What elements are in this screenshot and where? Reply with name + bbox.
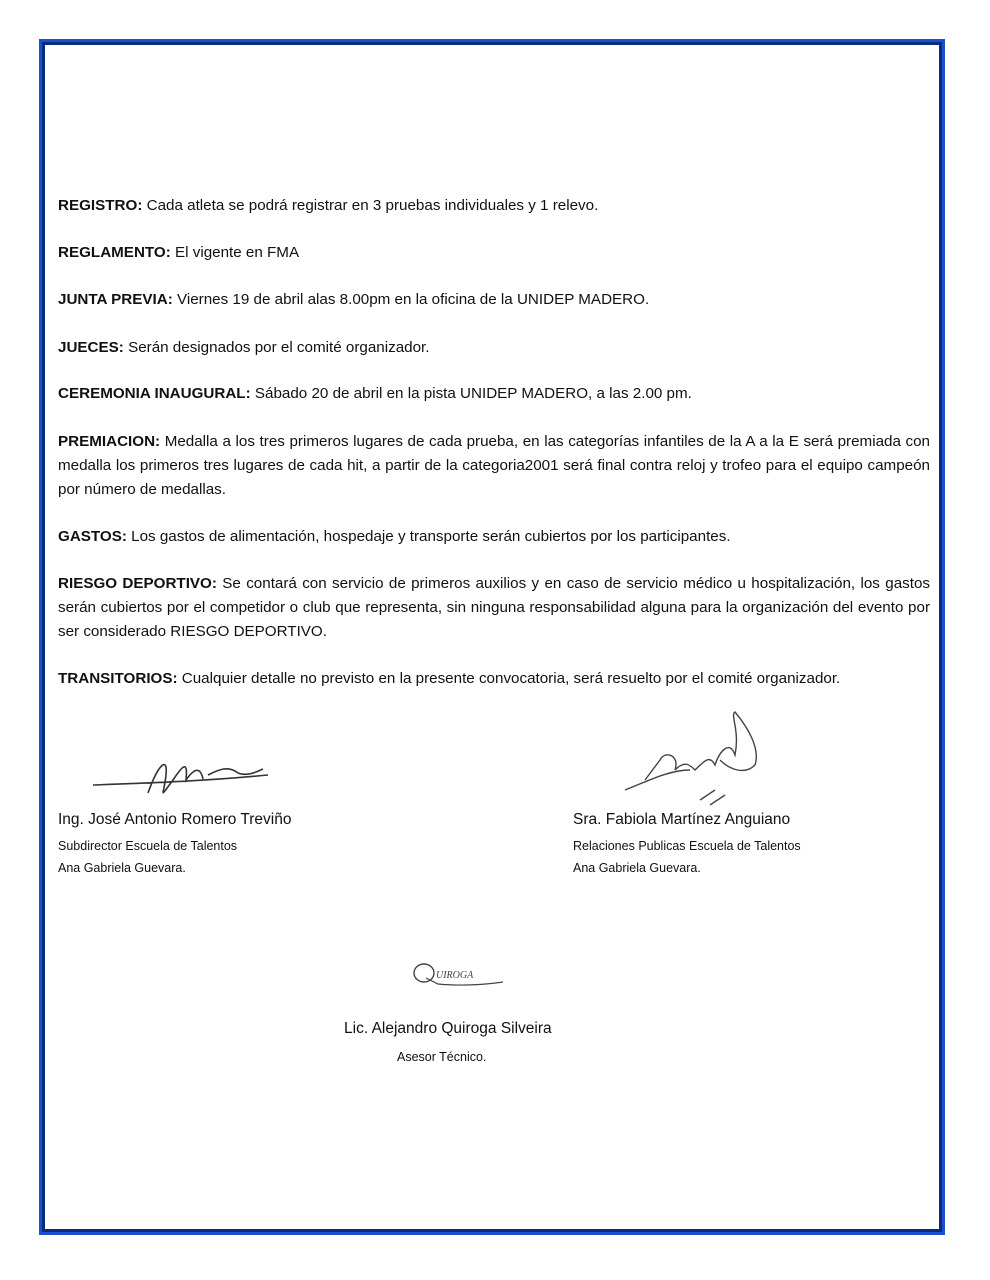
section-ceremonia: CEREMONIA INAUGURAL: Sábado 20 de abril en la pista UNIDEP MADERO, a las 2.00 pm. xyxy=(58,385,692,402)
signature-romero xyxy=(88,745,278,805)
section-gastos: GASTOS: Los gastos de alimentación, hospedaje y transporte serán cubiertos por los participantes. xyxy=(58,528,731,545)
signer-role-martinez: Relaciones Publicas Escuela de Talentos xyxy=(573,839,801,853)
section-registro: REGISTRO: Cada atleta se podrá registrar en 3 pruebas individuales y 1 relevo. xyxy=(58,197,599,214)
svg-text:UIROGA: UIROGA xyxy=(436,970,474,981)
section-reglamento: REGLAMENTO: El vigente en FMA xyxy=(58,244,300,261)
section-transitorios: TRANSITORIOS: Cualquier detalle no previsto en la presente convocatoria, será resuelto por el comité organizador. xyxy=(58,670,841,687)
signature-martinez xyxy=(620,710,770,810)
section-premiacion: PREMIACION: Medalla a los tres primeros lugares de cada prueba, en las categorías infantiles de la A a la E será premiada con medalla los primeros tres lugares de cada hit, a partir de la categoria2001 será final contra reloj y trofeo para el equipo campeón por número de medallas. xyxy=(58,433,930,498)
signer-org-martinez: Ana Gabriela Guevara. xyxy=(573,861,701,875)
section-junta-previa: JUNTA PREVIA: Viernes 19 de abril alas 8.00pm en la oficina de la UNIDEP MADERO. xyxy=(58,291,650,308)
signer-role-quiroga: Asesor Técnico. xyxy=(397,1050,487,1064)
signature-quiroga xyxy=(408,958,508,990)
signer-name-romero: Ing. José Antonio Romero Treviño xyxy=(58,811,292,828)
section-jueces: JUECES: Serán designados por el comité organizador. xyxy=(58,339,430,356)
signer-role-romero: Subdirector Escuela de Talentos xyxy=(58,839,238,853)
section-riesgo: RIESGO DEPORTIVO: Se contará con servicio de primeros auxilios y en caso de servicio médico u hospitalización, los gastos serán cubiertos por el competidor o club que representa, sin ninguna responsabilidad alguna para la organización del evento por ser considerado RIESGO DEPORTIVO. xyxy=(58,575,930,640)
signer-name-quiroga: Lic. Alejandro Quiroga Silveira xyxy=(344,1020,552,1037)
signer-name-martinez: Sra. Fabiola Martínez Anguiano xyxy=(573,811,791,828)
signer-org-romero: Ana Gabriela Guevara. xyxy=(58,861,186,875)
